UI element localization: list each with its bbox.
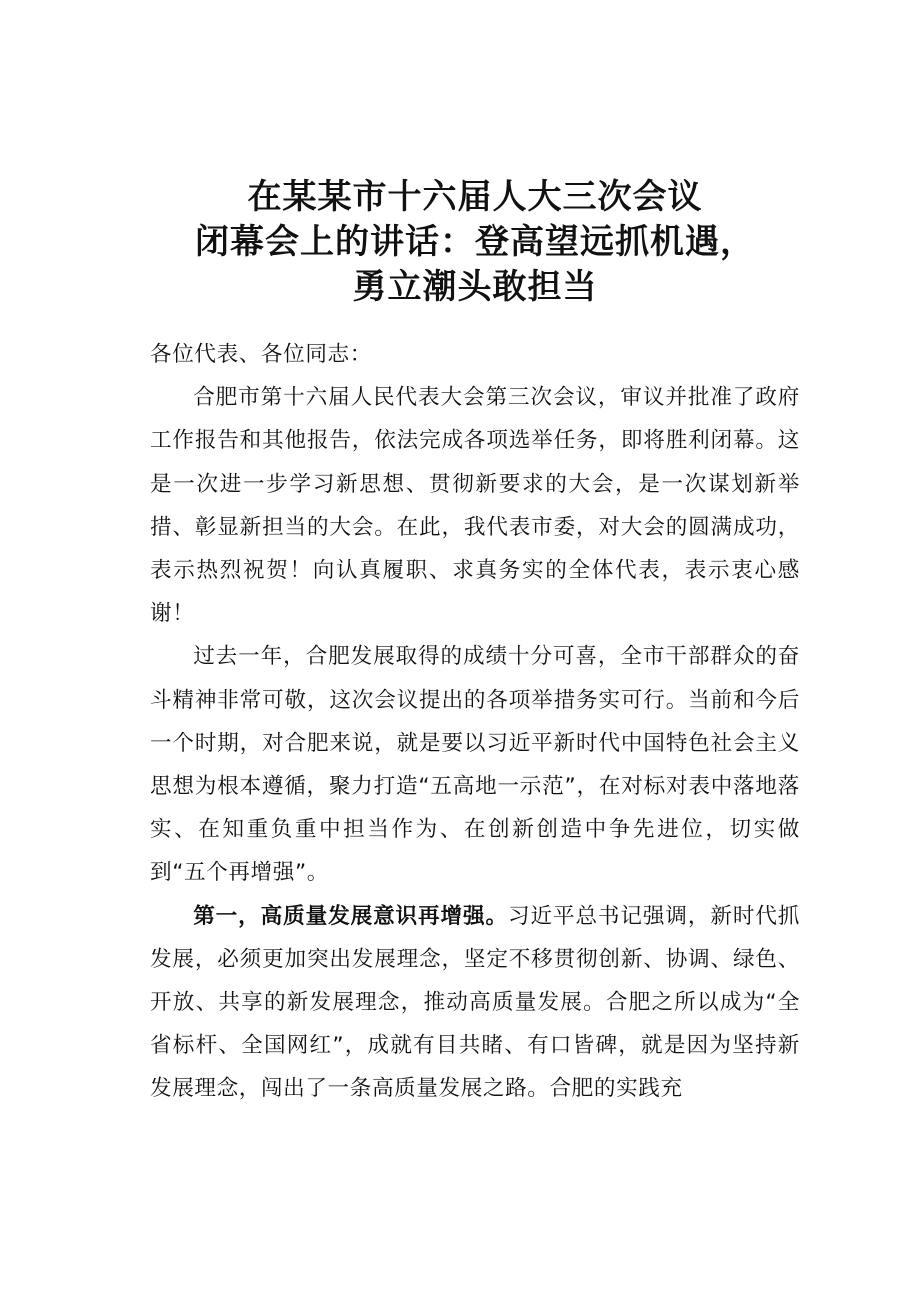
title-line-1: 在某某市十六届人大三次会议 <box>247 176 703 217</box>
section-one-text: 习近平总书记强调，新时代抓发展，必须更加突出发展理念，坚定不移贯彻创新、协调、绿色、开放、共享的新发展理念，推动高质量发展。合肥之所以成为“全省标杆、全国网红”，成就有目共睹、有口皆碑，就是因为坚持新发展理念，闯出了一条高质量发展之路。合肥的实践充 <box>150 903 800 1102</box>
section-one-heading: 第一，高质量发展意识再增强。 <box>193 903 508 929</box>
paragraph-section-one <box>150 895 800 1111</box>
document-title <box>150 175 800 310</box>
title-line-3: 勇立潮头敢担当 <box>352 266 598 307</box>
title-line-2: 闭幕会上的讲话：登高望远抓机遇， <box>195 221 755 262</box>
salutation: 各位代表、各位同志： <box>150 342 372 367</box>
document-body <box>150 333 800 1111</box>
paragraph-opening: 合肥市第十六届人民代表大会第三次会议，审议并批准了政府工作报告和其他报告，依法完成各项选举任务，即将胜利闭幕。这是一次进一步学习新思想、贯彻新要求的大会，是一次谋划新举措、彰显新担当的大会。在此，我代表市委，对大会的圆满成功，表示热烈祝贺！向认真履职、求真务实的全体代表，表示衷心感谢！ <box>150 385 800 627</box>
paragraph-past-year: 过去一年，合肥发展取得的成绩十分可喜，全市干部群众的奋斗精神非常可敬，这次会议提出的各项举措务实可行。当前和今后一个时期，对合肥来说，就是要以习近平新时代中国特色社会主义思想为根本遵循，聚力打造“五高地一示范”，在对标对表中落地落实、在知重负重中担当作为、在创新创造中争先进位，切实做到“五个再增强”。 <box>150 644 800 886</box>
